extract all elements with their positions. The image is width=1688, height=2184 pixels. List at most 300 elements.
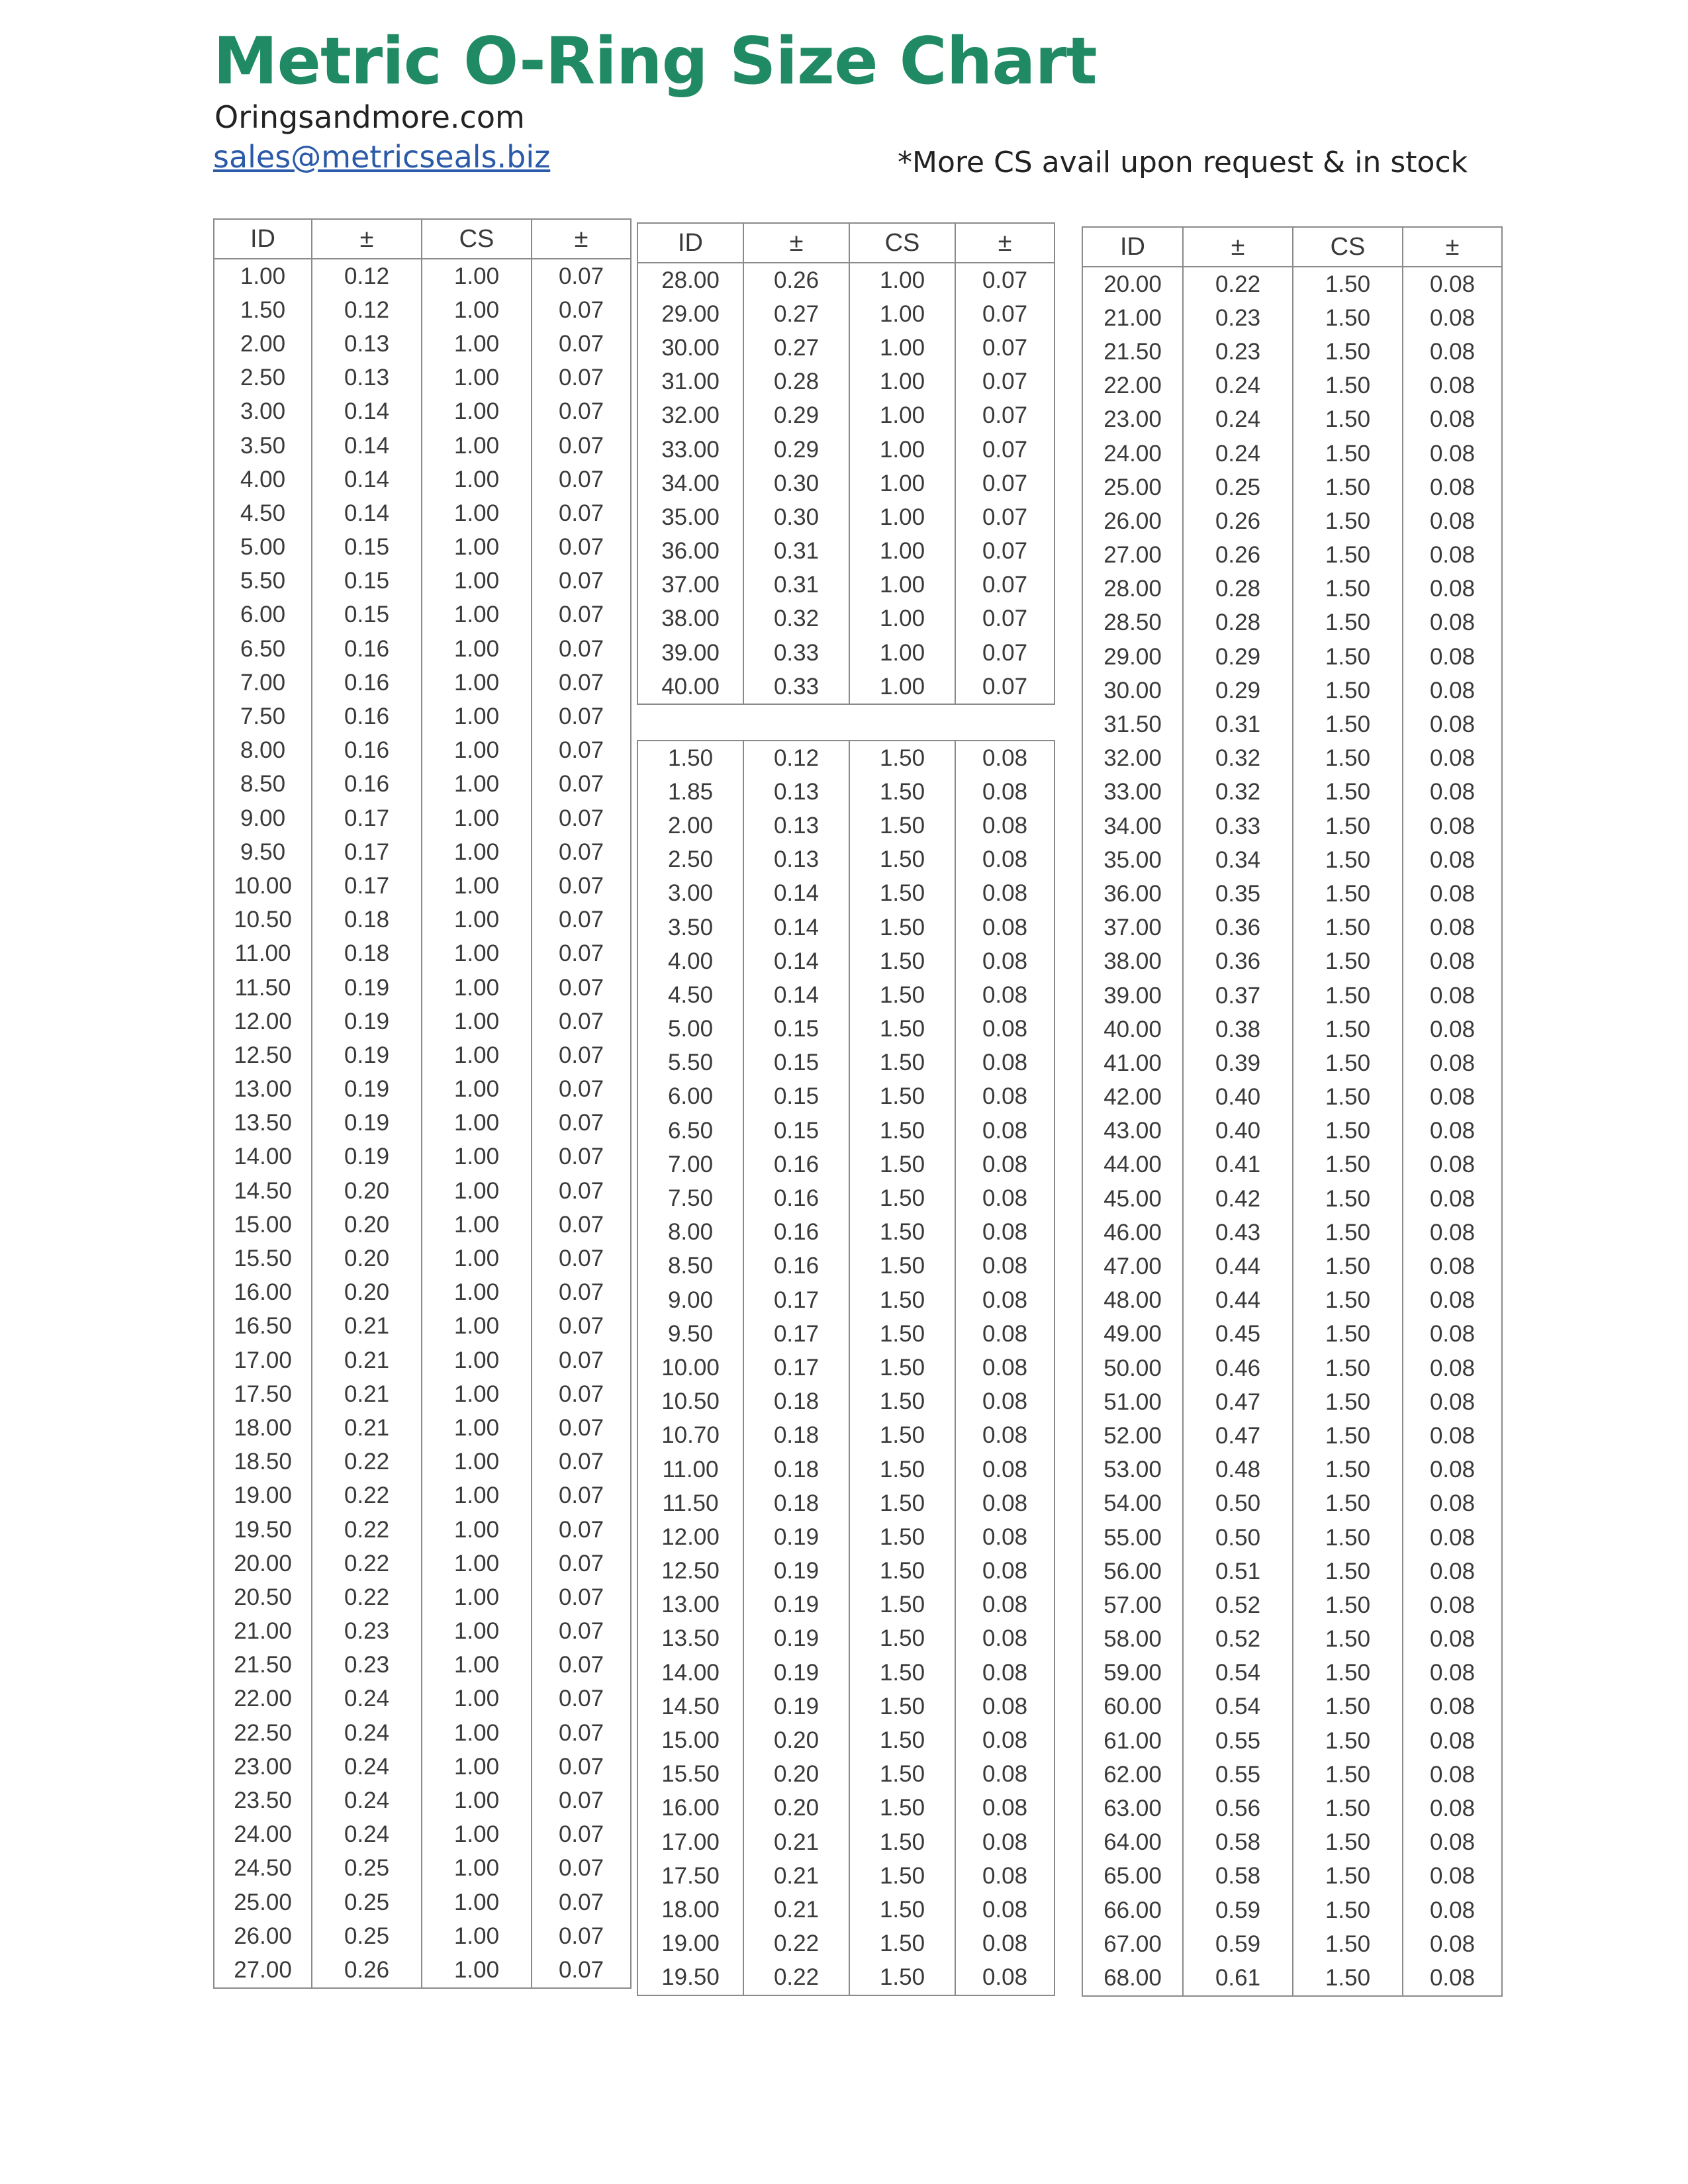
table-cell: 1.00 xyxy=(422,1174,532,1208)
table-cell: 7.50 xyxy=(214,700,312,733)
table-cell: 15.00 xyxy=(214,1208,312,1242)
table-cell: 1.00 xyxy=(422,598,532,632)
table-cell: 0.07 xyxy=(955,636,1055,670)
table-cell: 0.24 xyxy=(312,1750,422,1784)
table-row xyxy=(1082,1724,1502,1758)
table-cell: 1.50 xyxy=(1293,877,1403,911)
table-cell: 0.07 xyxy=(532,1276,631,1310)
table-cell: 40.00 xyxy=(637,670,743,704)
table-cell: 0.16 xyxy=(312,700,422,733)
table-row xyxy=(1082,1792,1502,1825)
table-cell: 12.50 xyxy=(637,1555,743,1588)
table-row xyxy=(637,1250,1055,1283)
table-row xyxy=(637,1486,1055,1520)
table-cell: 0.08 xyxy=(1403,504,1502,538)
table-cell: 0.19 xyxy=(743,1656,849,1690)
table-cell: 0.07 xyxy=(532,1242,631,1275)
table-cell: 0.08 xyxy=(955,1385,1055,1419)
table-cell: 15.50 xyxy=(637,1758,743,1792)
table-row xyxy=(637,670,1055,704)
table-cell: 58.00 xyxy=(1082,1623,1183,1657)
table-cell: 0.22 xyxy=(312,1513,422,1547)
table-row xyxy=(214,903,631,937)
table-row xyxy=(1082,1623,1502,1657)
table-cell: 11.00 xyxy=(214,937,312,971)
table-cell: 0.32 xyxy=(1183,776,1293,809)
table-cell: 0.08 xyxy=(1403,742,1502,776)
table-row xyxy=(214,1750,631,1784)
table-cell: 37.00 xyxy=(1082,911,1183,945)
table-cell: 0.08 xyxy=(1403,403,1502,437)
table-cell: 0.08 xyxy=(955,1758,1055,1792)
table-cell: 0.08 xyxy=(1403,843,1502,877)
table-row xyxy=(214,632,631,666)
table-cell: 38.00 xyxy=(1082,945,1183,979)
table-row xyxy=(1082,1013,1502,1046)
table-cell: 61.00 xyxy=(1082,1724,1183,1758)
table-cell: 2.50 xyxy=(214,361,312,395)
table-cell: 17.00 xyxy=(637,1825,743,1859)
table-cell: 0.08 xyxy=(955,843,1055,877)
table-cell: 0.07 xyxy=(532,1649,631,1682)
table-cell: 0.07 xyxy=(532,1716,631,1750)
column-header: ID xyxy=(1082,227,1183,267)
table-cell: 0.50 xyxy=(1183,1487,1293,1521)
table-cell: 0.08 xyxy=(1403,1318,1502,1351)
column-header: ID xyxy=(637,223,743,263)
table-cell: 0.44 xyxy=(1183,1284,1293,1318)
table-cell: 0.07 xyxy=(532,1513,631,1547)
table-cell: 42.00 xyxy=(1082,1081,1183,1115)
table-row xyxy=(637,1656,1055,1690)
table-cell: 0.17 xyxy=(312,801,422,835)
table-cell: 36.00 xyxy=(637,535,743,569)
table-cell: 1.00 xyxy=(422,1784,532,1817)
table-cell: 1.50 xyxy=(849,741,955,775)
table-cell: 57.00 xyxy=(1082,1588,1183,1622)
table-cell: 0.24 xyxy=(312,1682,422,1716)
column-header: ± xyxy=(743,223,849,263)
table-cell: 0.07 xyxy=(532,700,631,733)
table-cell: 0.08 xyxy=(955,1690,1055,1723)
table-cell: 1.50 xyxy=(849,1453,955,1486)
table-cell: 0.07 xyxy=(532,937,631,971)
table-row xyxy=(214,1818,631,1852)
table-cell: 0.30 xyxy=(743,500,849,534)
table-cell: 21.00 xyxy=(214,1615,312,1649)
table-cell: 0.22 xyxy=(312,1547,422,1580)
table-cell: 68.00 xyxy=(1082,1961,1183,1995)
table-cell: 1.50 xyxy=(849,809,955,842)
table-row xyxy=(1082,504,1502,538)
table-cell: 0.08 xyxy=(1403,1826,1502,1860)
table-header-row xyxy=(1082,227,1502,267)
table-cell: 0.07 xyxy=(532,1107,631,1140)
table-row xyxy=(1082,776,1502,809)
table-cell: 0.21 xyxy=(743,1825,849,1859)
table-cell: 22.00 xyxy=(1082,369,1183,403)
table-cell: 1.00 xyxy=(849,297,955,331)
table-cell: 21.50 xyxy=(214,1649,312,1682)
table-cell: 0.37 xyxy=(1183,979,1293,1013)
table-row xyxy=(1082,1182,1502,1216)
table-cell: 0.21 xyxy=(312,1343,422,1377)
table-cell: 10.70 xyxy=(637,1419,743,1453)
table-cell: 9.50 xyxy=(214,835,312,869)
table-cell: 0.08 xyxy=(1403,606,1502,640)
table-cell: 1.50 xyxy=(849,1283,955,1317)
table-cell: 1.00 xyxy=(422,700,532,733)
table-row xyxy=(637,1317,1055,1351)
table-cell: 1.50 xyxy=(1293,301,1403,335)
table-cell: 28.50 xyxy=(1082,606,1183,640)
table-cell: 20.00 xyxy=(214,1547,312,1580)
table-cell: 1.50 xyxy=(1293,1013,1403,1046)
table-cell: 1.00 xyxy=(849,569,955,602)
table-cell: 0.19 xyxy=(312,1005,422,1038)
table-cell: 14.50 xyxy=(214,1174,312,1208)
table-row xyxy=(637,297,1055,331)
table-cell: 0.07 xyxy=(532,293,631,327)
table-cell: 0.08 xyxy=(1403,301,1502,335)
table-cell: 62.00 xyxy=(1082,1758,1183,1792)
table-cell: 1.50 xyxy=(1293,1081,1403,1115)
table-cell: 60.00 xyxy=(1082,1690,1183,1724)
table-cell: 1.00 xyxy=(422,1479,532,1513)
table-row xyxy=(1082,809,1502,843)
table-cell: 0.07 xyxy=(532,835,631,869)
table-cell: 0.12 xyxy=(743,741,849,775)
size-table-3 xyxy=(637,740,1055,1996)
table-cell: 1.00 xyxy=(214,259,312,293)
table-cell: 50.00 xyxy=(1082,1351,1183,1385)
table-cell: 32.00 xyxy=(637,399,743,433)
table-cell: 1.50 xyxy=(1293,369,1403,403)
table-cell: 0.07 xyxy=(532,869,631,903)
table-cell: 4.00 xyxy=(214,463,312,496)
table-cell: 1.50 xyxy=(1293,1182,1403,1216)
table-cell: 0.55 xyxy=(1183,1758,1293,1792)
table-cell: 0.08 xyxy=(1403,1453,1502,1487)
table-cell: 0.08 xyxy=(955,1859,1055,1893)
table-row xyxy=(637,1588,1055,1622)
table-cell: 12.00 xyxy=(214,1005,312,1038)
table-cell: 1.50 xyxy=(849,1758,955,1792)
table-cell: 0.29 xyxy=(1183,674,1293,707)
table-cell: 0.28 xyxy=(1183,606,1293,640)
table-row xyxy=(214,801,631,835)
table-cell: 0.56 xyxy=(1183,1792,1293,1825)
table-cell: 16.00 xyxy=(214,1276,312,1310)
table-cell: 0.08 xyxy=(955,1351,1055,1385)
table-cell: 0.07 xyxy=(532,1208,631,1242)
table-row xyxy=(637,978,1055,1012)
table-cell: 0.08 xyxy=(1403,1724,1502,1758)
table-cell: 1.50 xyxy=(1293,1453,1403,1487)
stock-note: *More CS avail upon request & in stock xyxy=(898,146,1468,179)
table-cell: 0.07 xyxy=(532,565,631,598)
table-cell: 1.50 xyxy=(1293,1555,1403,1588)
table-row xyxy=(1082,1758,1502,1792)
table-cell: 0.22 xyxy=(743,1961,849,1995)
table-cell: 1.50 xyxy=(1293,1284,1403,1318)
table-cell: 0.33 xyxy=(1183,809,1293,843)
table-row xyxy=(214,1310,631,1343)
table-cell: 0.15 xyxy=(743,1013,849,1046)
table-cell: 0.24 xyxy=(1183,437,1293,471)
table-row xyxy=(1082,640,1502,674)
table-cell: 1.50 xyxy=(1293,539,1403,572)
table-cell: 0.07 xyxy=(532,1038,631,1072)
table-row xyxy=(637,263,1055,297)
table-cell: 0.46 xyxy=(1183,1351,1293,1385)
table-cell: 1.00 xyxy=(849,636,955,670)
table-cell: 0.08 xyxy=(955,1792,1055,1825)
table-cell: 1.00 xyxy=(422,1411,532,1445)
table-cell: 0.07 xyxy=(532,429,631,463)
table-cell: 1.85 xyxy=(637,775,743,809)
table-cell: 0.08 xyxy=(1403,471,1502,504)
table-row xyxy=(637,365,1055,399)
table-cell: 0.17 xyxy=(312,835,422,869)
table-cell: 0.07 xyxy=(532,531,631,565)
table-cell: 0.14 xyxy=(743,911,849,944)
table-cell: 1.50 xyxy=(1293,1216,1403,1250)
table-cell: 1.00 xyxy=(422,1140,532,1174)
table-cell: 0.07 xyxy=(532,1445,631,1479)
table-cell: 1.50 xyxy=(849,1927,955,1961)
table-cell: 1.50 xyxy=(849,1250,955,1283)
table-cell: 7.00 xyxy=(637,1148,743,1181)
table-row xyxy=(637,1216,1055,1250)
table-cell: 1.50 xyxy=(637,741,743,775)
table-cell: 1.50 xyxy=(1293,1351,1403,1385)
table-cell: 0.17 xyxy=(743,1351,849,1385)
table-cell: 31.00 xyxy=(637,365,743,399)
table-cell: 1.00 xyxy=(422,1953,532,1987)
table-row xyxy=(1082,1351,1502,1385)
table-row xyxy=(1082,1419,1502,1453)
table-cell: 34.00 xyxy=(637,467,743,500)
table-row xyxy=(214,598,631,632)
table-cell: 0.07 xyxy=(532,361,631,395)
table-cell: 0.31 xyxy=(1183,707,1293,741)
table-cell: 1.50 xyxy=(849,1148,955,1181)
table-cell: 25.00 xyxy=(214,1886,312,1919)
table-cell: 0.24 xyxy=(1183,369,1293,403)
table-row xyxy=(1082,945,1502,979)
table-cell: 0.08 xyxy=(955,1927,1055,1961)
table-cell: 8.50 xyxy=(637,1250,743,1283)
email-link[interactable]: sales@metricseals.biz xyxy=(213,139,551,175)
table-cell: 0.07 xyxy=(532,259,631,293)
table-cell: 5.00 xyxy=(214,531,312,565)
table-cell: 0.07 xyxy=(532,1377,631,1411)
table-cell: 6.00 xyxy=(637,1080,743,1114)
table-cell: 0.08 xyxy=(1403,572,1502,606)
size-table-1 xyxy=(213,218,632,1989)
table-cell: 0.08 xyxy=(1403,539,1502,572)
table-cell: 0.14 xyxy=(312,429,422,463)
table-row xyxy=(637,1520,1055,1554)
table-cell: 0.55 xyxy=(1183,1724,1293,1758)
table-cell: 39.00 xyxy=(637,636,743,670)
column-header: ± xyxy=(312,219,422,259)
table-row xyxy=(637,809,1055,842)
table-cell: 0.18 xyxy=(312,937,422,971)
table-cell: 0.20 xyxy=(743,1723,849,1757)
table-row xyxy=(1082,1521,1502,1555)
table-cell: 0.07 xyxy=(955,602,1055,636)
table-cell: 0.25 xyxy=(312,1852,422,1886)
table-cell: 0.07 xyxy=(955,467,1055,500)
table-row xyxy=(1082,1555,1502,1588)
table-cell: 1.00 xyxy=(422,1750,532,1784)
table-cell: 5.00 xyxy=(637,1013,743,1046)
table-cell: 45.00 xyxy=(1082,1182,1183,1216)
table-cell: 1.00 xyxy=(422,1107,532,1140)
table-row xyxy=(1082,742,1502,776)
table-cell: 11.00 xyxy=(637,1453,743,1486)
table-cell: 0.44 xyxy=(1183,1250,1293,1283)
column-header: ± xyxy=(1403,227,1502,267)
table-cell: 35.00 xyxy=(637,500,743,534)
table-cell: 10.50 xyxy=(637,1385,743,1419)
table-cell: 0.59 xyxy=(1183,1927,1293,1961)
table-cell: 0.08 xyxy=(1403,809,1502,843)
table-row xyxy=(1082,1893,1502,1927)
table-row xyxy=(637,1080,1055,1114)
column-header: ± xyxy=(1183,227,1293,267)
table-cell: 1.00 xyxy=(422,1716,532,1750)
table-cell: 0.13 xyxy=(743,843,849,877)
table-row xyxy=(214,1276,631,1310)
table-cell: 27.00 xyxy=(214,1953,312,1987)
table-cell: 0.40 xyxy=(1183,1081,1293,1115)
table-cell: 21.50 xyxy=(1082,335,1183,369)
table-row xyxy=(1082,1487,1502,1521)
table-cell: 1.50 xyxy=(1293,1758,1403,1792)
size-table-2 xyxy=(637,222,1055,705)
table-cell: 1.00 xyxy=(422,734,532,768)
table-cell: 1.50 xyxy=(1293,1318,1403,1351)
table-cell: 0.14 xyxy=(743,877,849,911)
table-cell: 0.13 xyxy=(743,775,849,809)
table-row xyxy=(637,877,1055,911)
table-cell: 0.32 xyxy=(743,602,849,636)
table-cell: 1.00 xyxy=(422,1242,532,1275)
table-cell: 1.50 xyxy=(1293,1690,1403,1724)
table-header-row xyxy=(637,223,1055,263)
table-cell: 24.00 xyxy=(214,1818,312,1852)
table-row xyxy=(214,1107,631,1140)
table-cell: 0.08 xyxy=(1403,1588,1502,1622)
table-row xyxy=(1082,437,1502,471)
table-row xyxy=(1082,843,1502,877)
table-cell: 1.00 xyxy=(849,500,955,534)
table-cell: 0.41 xyxy=(1183,1148,1293,1182)
table-cell: 0.07 xyxy=(955,365,1055,399)
table-cell: 0.21 xyxy=(312,1411,422,1445)
table-cell: 0.08 xyxy=(955,741,1055,775)
table-cell: 0.08 xyxy=(1403,1013,1502,1046)
table-row xyxy=(214,835,631,869)
table-cell: 0.07 xyxy=(532,1174,631,1208)
table-cell: 1.50 xyxy=(849,1520,955,1554)
table-cell: 0.07 xyxy=(532,1580,631,1614)
column-header: CS xyxy=(422,219,532,259)
table-cell: 1.00 xyxy=(849,263,955,297)
table-cell: 0.15 xyxy=(312,565,422,598)
table-row xyxy=(637,1893,1055,1927)
table-row xyxy=(214,1479,631,1513)
table-cell: 0.08 xyxy=(955,1893,1055,1927)
table-cell: 12.50 xyxy=(214,1038,312,1072)
table-row xyxy=(214,1886,631,1919)
table-cell: 0.15 xyxy=(743,1046,849,1080)
table-cell: 47.00 xyxy=(1082,1250,1183,1283)
table-cell: 0.24 xyxy=(312,1716,422,1750)
table-cell: 0.15 xyxy=(312,531,422,565)
table-cell: 0.07 xyxy=(532,496,631,530)
table-cell: 1.00 xyxy=(422,1649,532,1682)
table-row xyxy=(1082,471,1502,504)
table-cell: 10.00 xyxy=(214,869,312,903)
table-cell: 8.00 xyxy=(637,1216,743,1250)
table-cell: 30.00 xyxy=(1082,674,1183,707)
table-cell: 0.08 xyxy=(1403,1351,1502,1385)
table-cell: 29.00 xyxy=(1082,640,1183,674)
table-cell: 1.50 xyxy=(849,1046,955,1080)
table-cell: 1.50 xyxy=(1293,674,1403,707)
table-cell: 0.16 xyxy=(743,1250,849,1283)
table-cell: 0.07 xyxy=(532,1547,631,1580)
table-cell: 0.07 xyxy=(955,569,1055,602)
table-row xyxy=(1082,877,1502,911)
table-cell: 1.50 xyxy=(849,1555,955,1588)
table-row xyxy=(214,1513,631,1547)
table-cell: 0.58 xyxy=(1183,1860,1293,1893)
table-cell: 0.08 xyxy=(955,877,1055,911)
table-cell: 0.07 xyxy=(532,1818,631,1852)
table-cell: 0.07 xyxy=(532,1682,631,1716)
table-cell: 6.50 xyxy=(214,632,312,666)
table-cell: 0.14 xyxy=(312,496,422,530)
table-cell: 17.00 xyxy=(214,1343,312,1377)
table-cell: 1.00 xyxy=(422,1377,532,1411)
table-cell: 1.50 xyxy=(1293,335,1403,369)
table-cell: 46.00 xyxy=(1082,1216,1183,1250)
table-cell: 2.00 xyxy=(214,327,312,361)
table-cell: 6.00 xyxy=(214,598,312,632)
table-row xyxy=(214,565,631,598)
table-row xyxy=(1082,606,1502,640)
table-cell: 0.26 xyxy=(743,263,849,297)
table-cell: 22.00 xyxy=(214,1682,312,1716)
table-row xyxy=(214,937,631,971)
table-cell: 0.18 xyxy=(743,1419,849,1453)
table-cell: 1.50 xyxy=(1293,437,1403,471)
table-cell: 0.08 xyxy=(955,1250,1055,1283)
table-cell: 0.15 xyxy=(312,598,422,632)
table-cell: 0.22 xyxy=(312,1479,422,1513)
table-cell: 0.07 xyxy=(532,1005,631,1038)
table-row xyxy=(214,395,631,429)
table-cell: 52.00 xyxy=(1082,1419,1183,1453)
table-cell: 0.22 xyxy=(743,1927,849,1961)
table-cell: 1.50 xyxy=(849,1114,955,1148)
table-cell: 0.40 xyxy=(1183,1115,1293,1148)
